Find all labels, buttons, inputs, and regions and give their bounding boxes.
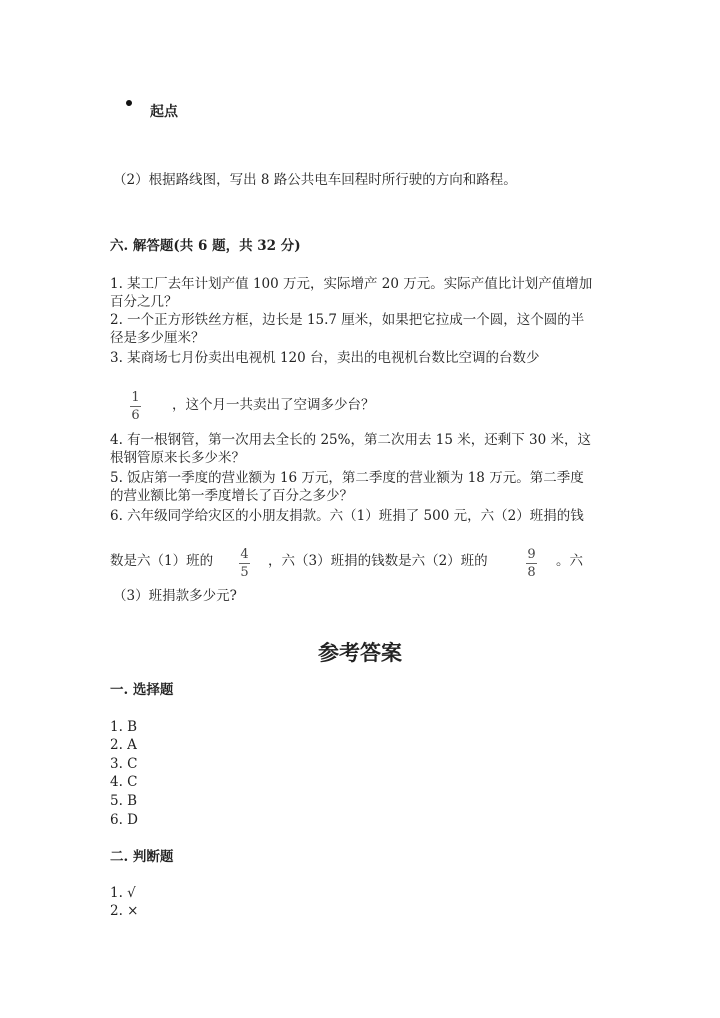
answer-item: 1. √ [110, 885, 136, 901]
q2-line1: 2. 一个正方形铁丝方框，边长是 15.7 厘米，如果把它拉成一个圆，这个圆的半 [110, 312, 585, 328]
numerator: 1 [131, 390, 140, 405]
answer-item: 2. × [110, 903, 139, 919]
q3-line1: 3. 某商场七月份卖出电视机 120 台，卖出的电视机台数比空调的台数少 [110, 350, 540, 366]
answers-sec2-heading: 二. 判断题 [110, 849, 174, 865]
q5-line2: 的营业额比第一季度增长了百分之多少？ [110, 488, 353, 504]
fraction-9-8 [526, 547, 537, 580]
denominator: 5 [240, 565, 249, 580]
q6-part-a: 数是六（1）班的 [110, 553, 214, 569]
start-label: 起点 [150, 104, 178, 120]
answer-item: 3. C [110, 756, 138, 772]
start-point-dot [126, 100, 132, 106]
answer-item: 1. B [110, 719, 138, 735]
denominator: 8 [527, 565, 536, 580]
q1-line1: 1. 某工厂去年计划产值 100 万元，实际增产 20 万元。实际产值比计划产值增加 [110, 276, 593, 292]
q1-line2: 百分之几？ [110, 294, 178, 310]
section6-heading: 六. 解答题(共 6 题，共 32 分) [110, 238, 301, 254]
q5-line1: 5. 饭店第一季度的营业额为 16 万元，第二季度的营业额为 18 万元。第二季度 [110, 470, 584, 486]
part2-question: （2）根据路线图，写出 8 路公共电车回程时所行驶的方向和路程。 [113, 172, 517, 188]
fraction-1-6 [130, 390, 141, 423]
answers-sec1-heading: 一. 选择题 [110, 682, 174, 698]
q2-line2: 径是多少厘米？ [110, 330, 205, 346]
q6-line3: （3）班捐款多少元? [113, 588, 237, 604]
q6-part-c: 。六 [556, 553, 583, 569]
numerator: 9 [527, 547, 536, 562]
q4-line1: 4. 有一根钢管，第一次用去全长的 25%，第二次用去 15 米，还剩下 30 米，这 [110, 432, 591, 448]
q6-line1: 6. 六年级同学给灾区的小朋友捐款。六（1）班捐了 500 元，六（2）班捐的钱 [110, 508, 584, 524]
answer-item: 4. C [110, 774, 138, 790]
answers-title: 参考答案 [318, 640, 402, 665]
q3-line2: ，这个月一共卖出了空调多少台？ [172, 397, 375, 413]
answer-item: 5. B [110, 793, 138, 809]
answer-item: 6. D [110, 812, 138, 828]
q4-line2: 根钢管原来长多少米？ [110, 450, 245, 466]
numerator: 4 [240, 547, 249, 562]
fraction-4-5 [239, 547, 250, 580]
answer-item: 2. A [110, 737, 137, 753]
q6-part-b: ，六（3）班捐的钱数是六（2）班的 [268, 553, 488, 569]
denominator: 6 [131, 408, 140, 423]
